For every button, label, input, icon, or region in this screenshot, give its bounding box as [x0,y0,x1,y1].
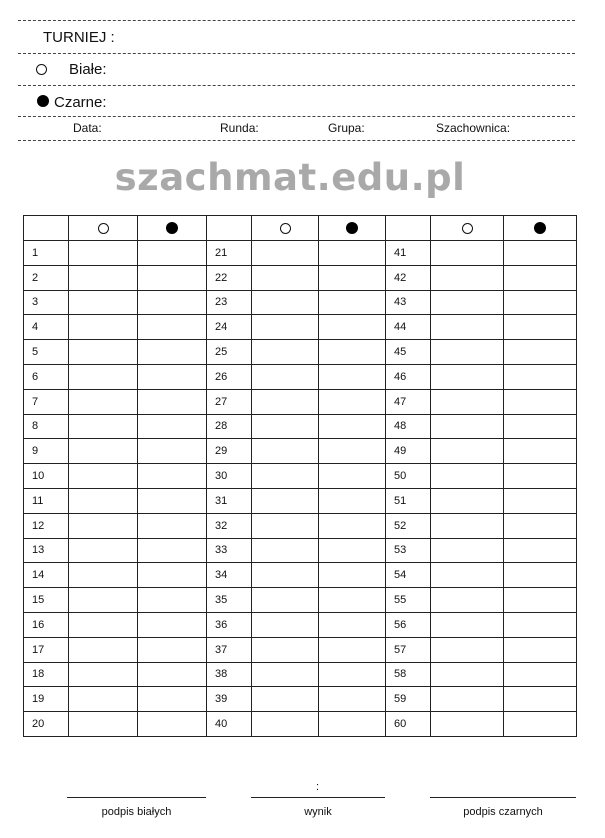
move-number-header [207,216,252,241]
move-number: 14 [24,563,69,588]
white-move-cell[interactable] [431,588,504,613]
black-move-cell[interactable] [504,290,577,315]
white-move-cell[interactable] [252,712,319,737]
move-number: 6 [24,364,69,389]
black-move-cell[interactable] [138,241,207,266]
white-move-cell[interactable] [69,488,138,513]
black-column-header [504,216,577,241]
move-number: 23 [207,290,252,315]
move-number: 3 [24,290,69,315]
black-move-cell[interactable] [319,290,386,315]
white-move-cell[interactable] [69,364,138,389]
move-number: 55 [386,588,431,613]
white-move-cell[interactable] [69,340,138,365]
divider [18,140,575,141]
move-number: 10 [24,464,69,489]
move-number: 19 [24,687,69,712]
move-number: 2 [24,265,69,290]
white-move-cell[interactable] [69,687,138,712]
black-signature-label: podpis czarnych [463,806,543,818]
table-row [24,414,577,439]
black-move-cell[interactable] [319,315,386,340]
black-move-cell[interactable] [138,364,207,389]
black-move-cell[interactable] [319,588,386,613]
black-circle-icon [346,222,358,234]
black-move-cell[interactable] [138,538,207,563]
black-move-cell[interactable] [138,513,207,538]
table-row [24,364,577,389]
white-move-cell[interactable] [431,563,504,588]
black-circle-icon [534,222,546,234]
black-move-cell[interactable] [319,538,386,563]
black-move-cell[interactable] [504,241,577,266]
white-move-cell[interactable] [69,538,138,563]
black-move-cell[interactable] [319,439,386,464]
move-number: 34 [207,563,252,588]
board-label: Szachownica: [436,121,511,135]
black-column-header [138,216,207,241]
white-move-cell[interactable] [252,464,319,489]
white-move-cell[interactable] [69,389,138,414]
table-row [24,712,577,737]
white-move-cell[interactable] [431,488,504,513]
move-number: 37 [207,637,252,662]
move-number: 48 [386,414,431,439]
black-move-cell[interactable] [504,315,577,340]
move-number: 32 [207,513,252,538]
white-move-cell[interactable] [69,241,138,266]
table-row [24,439,577,464]
move-number: 33 [207,538,252,563]
black-move-cell[interactable] [504,712,577,737]
move-number: 60 [386,712,431,737]
white-signature-label: podpis białych [101,806,172,818]
divider [18,53,575,54]
table-header-row [24,216,577,241]
white-signature-line[interactable] [67,797,206,798]
move-number: 38 [207,662,252,687]
white-move-cell[interactable] [431,662,504,687]
white-move-cell[interactable] [252,439,319,464]
white-move-cell[interactable] [69,637,138,662]
move-number: 26 [207,364,252,389]
black-move-cell[interactable] [504,340,577,365]
black-move-cell[interactable] [319,389,386,414]
black-move-cell[interactable] [138,687,207,712]
move-number: 51 [386,488,431,513]
black-move-cell[interactable] [319,687,386,712]
white-move-cell[interactable] [431,241,504,266]
table-row [24,241,577,266]
black-signature-line[interactable] [430,797,576,798]
move-number: 52 [386,513,431,538]
move-number: 59 [386,687,431,712]
black-move-cell[interactable] [138,414,207,439]
table-row [24,538,577,563]
white-move-cell[interactable] [431,439,504,464]
divider [18,20,575,21]
white-column-header [431,216,504,241]
white-player-label: Białe: [69,61,107,78]
black-move-cell[interactable] [138,439,207,464]
black-move-cell[interactable] [319,265,386,290]
move-number: 13 [24,538,69,563]
move-number: 53 [386,538,431,563]
move-number: 30 [207,464,252,489]
white-move-cell[interactable] [69,315,138,340]
black-move-cell[interactable] [138,315,207,340]
white-move-cell[interactable] [252,364,319,389]
table-row [24,265,577,290]
white-move-cell[interactable] [69,513,138,538]
black-move-cell[interactable] [319,414,386,439]
white-move-cell[interactable] [252,389,319,414]
black-move-cell[interactable] [138,662,207,687]
black-circle-icon [166,222,178,234]
move-number: 57 [386,637,431,662]
move-number: 18 [24,662,69,687]
white-circle-icon [36,64,47,75]
black-move-cell[interactable] [138,712,207,737]
move-number: 5 [24,340,69,365]
black-move-cell[interactable] [504,662,577,687]
move-number: 21 [207,241,252,266]
white-move-cell[interactable] [69,290,138,315]
white-move-cell[interactable] [431,712,504,737]
white-move-cell[interactable] [69,662,138,687]
white-move-cell[interactable] [252,637,319,662]
move-number: 50 [386,464,431,489]
move-number: 31 [207,488,252,513]
move-number: 44 [386,315,431,340]
white-move-cell[interactable] [252,687,319,712]
move-number: 11 [24,488,69,513]
group-label: Grupa: [328,121,365,135]
white-move-cell[interactable] [69,265,138,290]
white-move-cell[interactable] [431,637,504,662]
black-move-cell[interactable] [138,637,207,662]
move-number: 36 [207,612,252,637]
divider [18,116,575,117]
tournament-label: TURNIEJ : [43,29,115,46]
move-number: 39 [207,687,252,712]
move-number: 25 [207,340,252,365]
black-move-cell[interactable] [319,241,386,266]
white-move-cell[interactable] [431,389,504,414]
black-column-header [319,216,386,241]
black-move-cell[interactable] [504,588,577,613]
divider [18,85,575,86]
move-number-header [24,216,69,241]
white-circle-icon [98,223,109,234]
date-label: Data: [73,121,102,135]
table-row [24,340,577,365]
table-row [24,464,577,489]
scoresheet-table [23,215,577,737]
move-number: 58 [386,662,431,687]
white-move-cell[interactable] [252,538,319,563]
black-move-cell[interactable] [319,637,386,662]
table-row [24,290,577,315]
table-row [24,488,577,513]
move-number: 40 [207,712,252,737]
white-move-cell[interactable] [252,340,319,365]
white-column-header [69,216,138,241]
black-move-cell[interactable] [138,612,207,637]
move-number: 7 [24,389,69,414]
white-move-cell[interactable] [252,290,319,315]
white-move-cell[interactable] [431,538,504,563]
move-number: 29 [207,439,252,464]
black-move-cell[interactable] [138,563,207,588]
black-move-cell[interactable] [319,340,386,365]
table-row [24,612,577,637]
white-move-cell[interactable] [252,513,319,538]
black-move-cell[interactable] [504,513,577,538]
white-move-cell[interactable] [431,315,504,340]
move-number: 49 [386,439,431,464]
black-move-cell[interactable] [138,265,207,290]
white-move-cell[interactable] [69,439,138,464]
move-number: 9 [24,439,69,464]
black-move-cell[interactable] [138,488,207,513]
move-number: 35 [207,588,252,613]
white-move-cell[interactable] [69,712,138,737]
black-move-cell[interactable] [504,389,577,414]
white-move-cell[interactable] [69,563,138,588]
table-row [24,389,577,414]
watermark-logo: szachmat.edu.pl [114,156,466,199]
move-number: 54 [386,563,431,588]
move-number: 20 [24,712,69,737]
black-move-cell[interactable] [504,464,577,489]
white-column-header [252,216,319,241]
black-move-cell[interactable] [138,464,207,489]
black-move-cell[interactable] [319,563,386,588]
white-move-cell[interactable] [431,612,504,637]
white-circle-icon [280,223,291,234]
move-number: 16 [24,612,69,637]
white-move-cell[interactable] [252,488,319,513]
black-move-cell[interactable] [319,488,386,513]
black-move-cell[interactable] [504,265,577,290]
move-number: 28 [207,414,252,439]
white-move-cell[interactable] [252,414,319,439]
white-move-cell[interactable] [431,290,504,315]
white-move-cell[interactable] [69,588,138,613]
move-number: 22 [207,265,252,290]
white-move-cell[interactable] [431,364,504,389]
white-move-cell[interactable] [431,513,504,538]
white-circle-icon [462,223,473,234]
table-row [24,513,577,538]
round-label: Runda: [220,121,259,135]
white-move-cell[interactable] [69,612,138,637]
white-move-cell[interactable] [252,315,319,340]
table-row [24,563,577,588]
black-move-cell[interactable] [138,290,207,315]
black-move-cell[interactable] [138,588,207,613]
table-row [24,315,577,340]
move-number: 46 [386,364,431,389]
black-move-cell[interactable] [504,637,577,662]
table-row [24,687,577,712]
move-number: 4 [24,315,69,340]
black-move-cell[interactable] [319,364,386,389]
black-move-cell[interactable] [504,414,577,439]
black-move-cell[interactable] [504,563,577,588]
white-move-cell[interactable] [69,414,138,439]
move-number-header [386,216,431,241]
black-move-cell[interactable] [504,612,577,637]
move-number: 15 [24,588,69,613]
black-move-cell[interactable] [319,712,386,737]
white-move-cell[interactable] [431,464,504,489]
white-move-cell[interactable] [431,265,504,290]
black-move-cell[interactable] [504,538,577,563]
move-number: 42 [386,265,431,290]
black-move-cell[interactable] [504,687,577,712]
white-move-cell[interactable] [252,241,319,266]
black-move-cell[interactable] [138,340,207,365]
move-number: 47 [386,389,431,414]
move-number: 1 [24,241,69,266]
black-move-cell[interactable] [319,513,386,538]
move-number: 8 [24,414,69,439]
black-move-cell[interactable] [504,364,577,389]
move-number: 45 [386,340,431,365]
white-move-cell[interactable] [431,340,504,365]
result-line[interactable] [251,797,385,798]
move-number: 41 [386,241,431,266]
result-colon: : [316,781,320,793]
white-move-cell[interactable] [252,612,319,637]
move-number: 27 [207,389,252,414]
table-row [24,662,577,687]
black-move-cell[interactable] [319,612,386,637]
white-move-cell[interactable] [69,464,138,489]
white-move-cell[interactable] [252,662,319,687]
white-move-cell[interactable] [431,414,504,439]
black-move-cell[interactable] [319,464,386,489]
result-label: wynik [304,806,332,818]
move-number: 43 [386,290,431,315]
white-move-cell[interactable] [431,687,504,712]
move-number: 12 [24,513,69,538]
white-move-cell[interactable] [252,588,319,613]
black-move-cell[interactable] [138,389,207,414]
move-number: 17 [24,637,69,662]
white-move-cell[interactable] [252,563,319,588]
white-move-cell[interactable] [252,265,319,290]
move-number: 56 [386,612,431,637]
table-row [24,637,577,662]
move-number: 24 [207,315,252,340]
black-move-cell[interactable] [319,662,386,687]
black-move-cell[interactable] [504,439,577,464]
black-move-cell[interactable] [504,488,577,513]
black-circle-icon [37,95,49,107]
table-row [24,588,577,613]
black-player-label: Czarne: [54,94,107,111]
